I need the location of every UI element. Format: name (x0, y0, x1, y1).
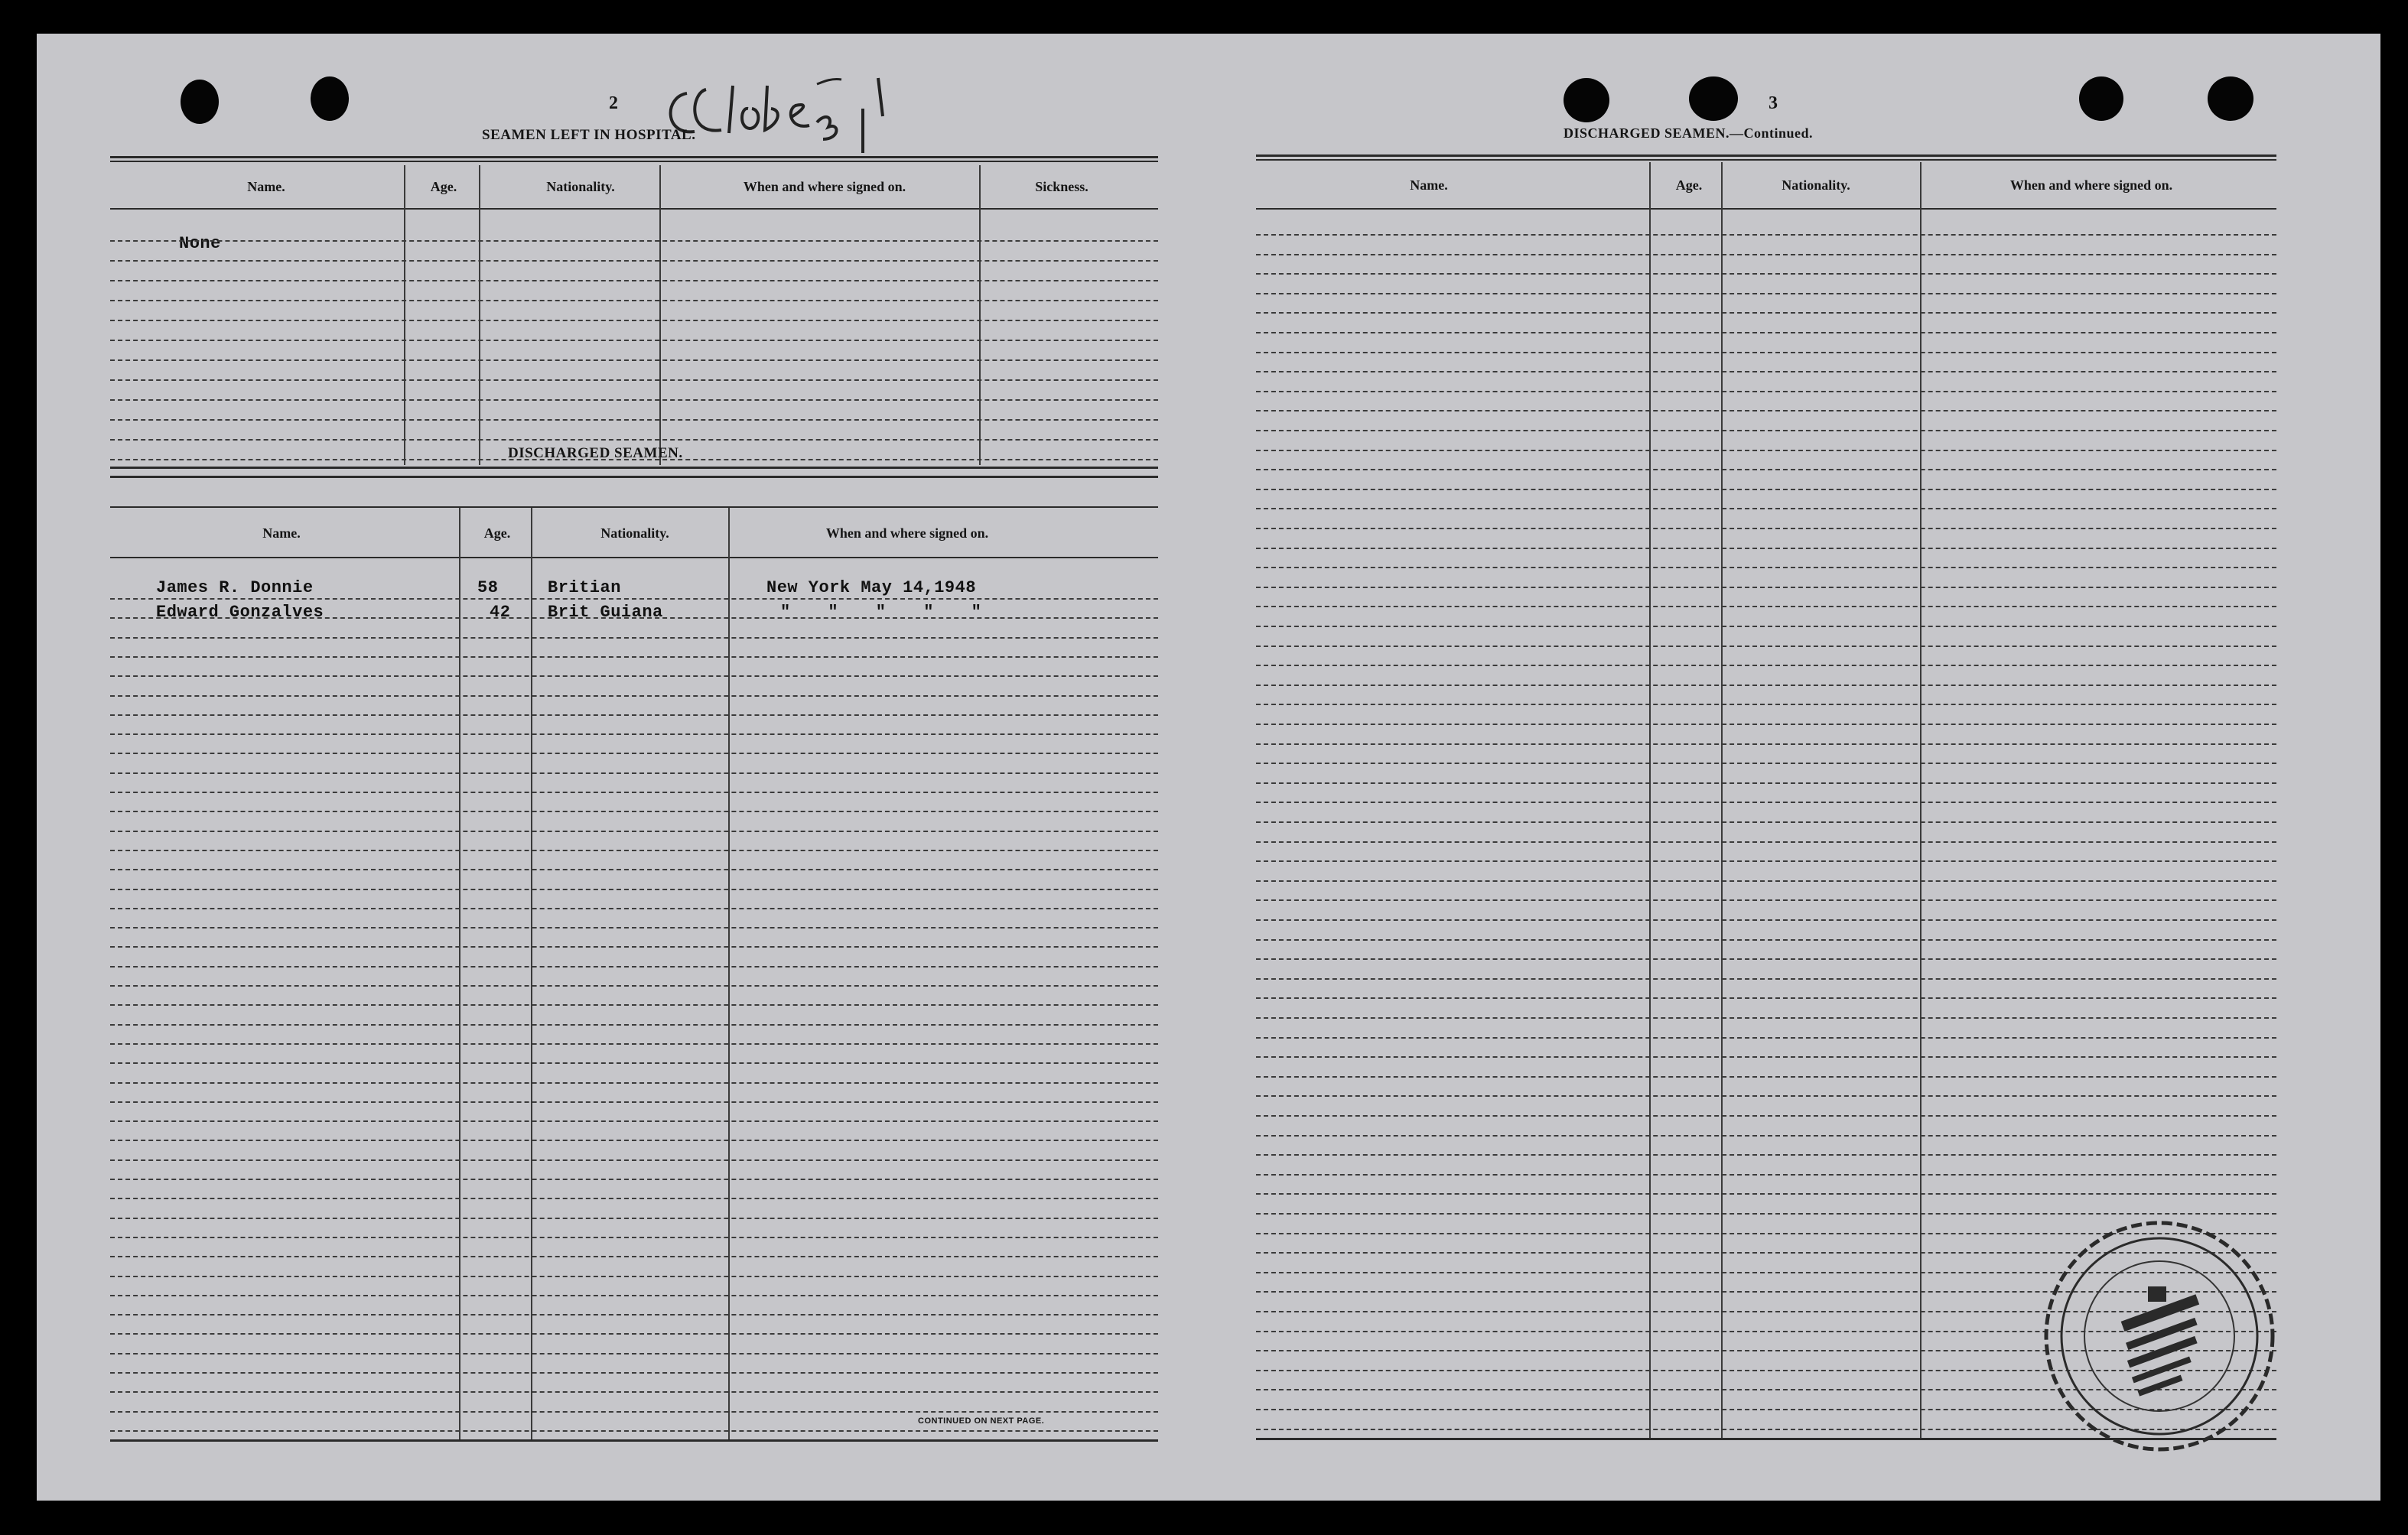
ruled-line (110, 1004, 1158, 1006)
ruled-line (110, 850, 1158, 851)
ruled-line (1256, 646, 2276, 647)
column-header-signed-on: When and where signed on. (825, 525, 989, 541)
ruled-line (1256, 899, 2276, 901)
ruled-line (110, 908, 1158, 909)
ruled-line (1256, 685, 2276, 686)
ruled-line (110, 300, 1158, 301)
ruled-line (110, 280, 1158, 281)
ruled-line (110, 869, 1158, 870)
ruled-line (110, 675, 1158, 677)
ruled-line (110, 1333, 1158, 1335)
ruled-line (110, 1314, 1158, 1315)
column-header-signed-on: When and where signed on. (743, 179, 906, 194)
ruled-line (110, 1256, 1158, 1257)
ruled-line (110, 1062, 1158, 1064)
ruled-line (1256, 293, 2276, 294)
ruled-line (110, 260, 1158, 262)
column-header-name: Name. (1410, 177, 1448, 193)
ruled-line (1256, 548, 2276, 549)
ruled-line (1256, 919, 2276, 921)
table-top-rule (110, 156, 1158, 158)
ruled-line (110, 1082, 1158, 1084)
ruled-line (1256, 567, 2276, 568)
ruled-line (1256, 821, 2276, 823)
ruled-line (110, 1043, 1158, 1045)
ruled-line (110, 379, 1158, 381)
ruled-line (1256, 978, 2276, 980)
header-rule (110, 557, 1158, 558)
column-header-sickness: Sickness. (1035, 179, 1088, 194)
ruled-line (110, 240, 1158, 242)
ruled-line (1256, 508, 2276, 509)
table-top-rule (110, 506, 1158, 508)
ruled-line (110, 1120, 1158, 1122)
ruled-line (110, 1024, 1158, 1026)
ruled-line (110, 1391, 1158, 1393)
ruled-line (110, 1179, 1158, 1180)
ruled-line (110, 889, 1158, 890)
section-rule (110, 476, 1158, 478)
ruled-line (110, 927, 1158, 928)
ruled-line (110, 772, 1158, 774)
seaman-age: 42 (490, 603, 511, 622)
ruled-line (110, 1295, 1158, 1296)
ruled-line (1256, 1135, 2276, 1137)
table-bottom-rule (110, 1439, 1158, 1442)
ruled-line (1256, 1213, 2276, 1215)
ruled-line (110, 1276, 1158, 1277)
seaman-signed-on: New York May 14,1948 (766, 578, 977, 597)
ruled-line (110, 811, 1158, 812)
ruled-line (1256, 312, 2276, 314)
column-header-signed-on: When and where signed on. (2009, 177, 2173, 193)
ruled-line (110, 656, 1158, 658)
ruled-line (1256, 782, 2276, 784)
ruled-line (110, 753, 1158, 754)
document-sheet (37, 34, 2380, 1501)
hospital-entry-none: None (179, 234, 221, 253)
column-header-name: Name. (262, 525, 301, 541)
ruled-line (110, 1372, 1158, 1374)
column-divider (1649, 162, 1651, 1438)
ruled-line (110, 792, 1158, 793)
ruled-line (1256, 606, 2276, 607)
ruled-line (110, 399, 1158, 401)
ruled-line (110, 340, 1158, 341)
ruled-line (1256, 1193, 2276, 1195)
seaman-name: Edward Gonzalves (156, 603, 324, 622)
ruled-line (110, 1218, 1158, 1219)
seaman-nationality: Brit Guiana (548, 603, 663, 622)
ruled-line (110, 1353, 1158, 1355)
ruled-line (1256, 332, 2276, 333)
ruled-line (110, 617, 1158, 619)
ruled-line (1256, 763, 2276, 764)
ruled-line (1256, 1076, 2276, 1078)
ruled-line (110, 966, 1158, 968)
ruled-line (1256, 1115, 2276, 1117)
seaman-age: 58 (477, 578, 499, 597)
ruled-line (1256, 939, 2276, 941)
column-divider (459, 508, 460, 1439)
ruled-line (1256, 1095, 2276, 1097)
ruled-line (1256, 254, 2276, 255)
ruled-line (110, 419, 1158, 421)
ruled-line (1256, 450, 2276, 451)
seaman-name: James R. Donnie (156, 578, 314, 597)
ruled-line (1256, 352, 2276, 353)
ruled-line (1256, 469, 2276, 470)
discharged-continued-title: DISCHARGED SEAMEN.—Continued. (1564, 125, 1814, 141)
table-top-rule (1256, 154, 2276, 157)
left-page (37, 34, 1184, 1501)
ruled-line (110, 831, 1158, 832)
ruled-line (1256, 802, 2276, 803)
seaman-nationality: Britian (548, 578, 621, 597)
ruled-line (1256, 724, 2276, 725)
header-rule (110, 208, 1158, 210)
column-header-nationality: Nationality. (1782, 177, 1850, 193)
ruled-line (110, 1237, 1158, 1238)
ruled-line (1256, 958, 2276, 960)
ruled-line (1256, 880, 2276, 882)
ruled-line (1256, 489, 2276, 490)
ruled-line (110, 359, 1158, 361)
ruled-line (1256, 743, 2276, 745)
ruled-line (1256, 841, 2276, 843)
received-stamp (2041, 1218, 2278, 1455)
ruled-line (1256, 273, 2276, 275)
ruled-line (110, 985, 1158, 987)
ruled-line (110, 637, 1158, 639)
ruled-line (1256, 997, 2276, 999)
seaman-signed-on: " " " " " (780, 603, 995, 622)
ruled-line (1256, 860, 2276, 862)
column-divider (1920, 162, 1922, 1438)
ruled-line (110, 1198, 1158, 1199)
page-number: 3 (1769, 93, 1778, 113)
column-header-age: Age. (430, 179, 457, 194)
column-header-name: Name. (247, 179, 285, 194)
ruled-line (110, 1101, 1158, 1103)
column-header-age: Age. (483, 525, 511, 541)
ruled-line (1256, 1017, 2276, 1019)
page-number: 2 (609, 93, 618, 113)
ruled-line (1256, 665, 2276, 666)
column-divider (531, 508, 532, 1439)
ruled-line (1256, 626, 2276, 627)
ruled-line (1256, 234, 2276, 236)
discharged-section-title: DISCHARGED SEAMEN. (508, 445, 683, 461)
ruled-line (110, 1411, 1158, 1413)
ruled-line (1256, 528, 2276, 529)
column-divider (1721, 162, 1723, 1438)
column-header-age: Age. (1675, 177, 1703, 193)
ruled-line (1256, 430, 2276, 431)
ruled-line (1256, 704, 2276, 705)
ruled-line (110, 439, 1158, 441)
ruled-line (1256, 391, 2276, 392)
section-rule (110, 467, 1158, 469)
continued-footer: CONTINUED ON NEXT PAGE. (918, 1416, 1045, 1426)
column-divider (728, 508, 730, 1439)
ruled-line (110, 946, 1158, 948)
ruled-line (110, 695, 1158, 697)
column-header-nationality: Nationality. (546, 179, 615, 194)
table-top-rule (1256, 159, 2276, 161)
ruled-line (110, 598, 1158, 600)
ruled-line (110, 714, 1158, 716)
ruled-line (110, 320, 1158, 321)
ruled-line (110, 733, 1158, 735)
ruled-line (1256, 1154, 2276, 1156)
ruled-line (110, 1159, 1158, 1161)
ruled-line (110, 1430, 1158, 1432)
ruled-line (110, 1140, 1158, 1141)
ruled-line (1256, 1174, 2276, 1176)
ruled-line (1256, 410, 2276, 411)
header-rule (1256, 208, 2276, 210)
hospital-section-title: SEAMEN LEFT IN HOSPITAL. (482, 127, 696, 143)
ruled-line (1256, 371, 2276, 372)
ruled-line (1256, 587, 2276, 588)
right-page (1215, 34, 2380, 1501)
table-top-rule (110, 161, 1158, 162)
column-header-nationality: Nationality. (600, 525, 669, 541)
ruled-line (1256, 1056, 2276, 1058)
ruled-line (1256, 1037, 2276, 1039)
